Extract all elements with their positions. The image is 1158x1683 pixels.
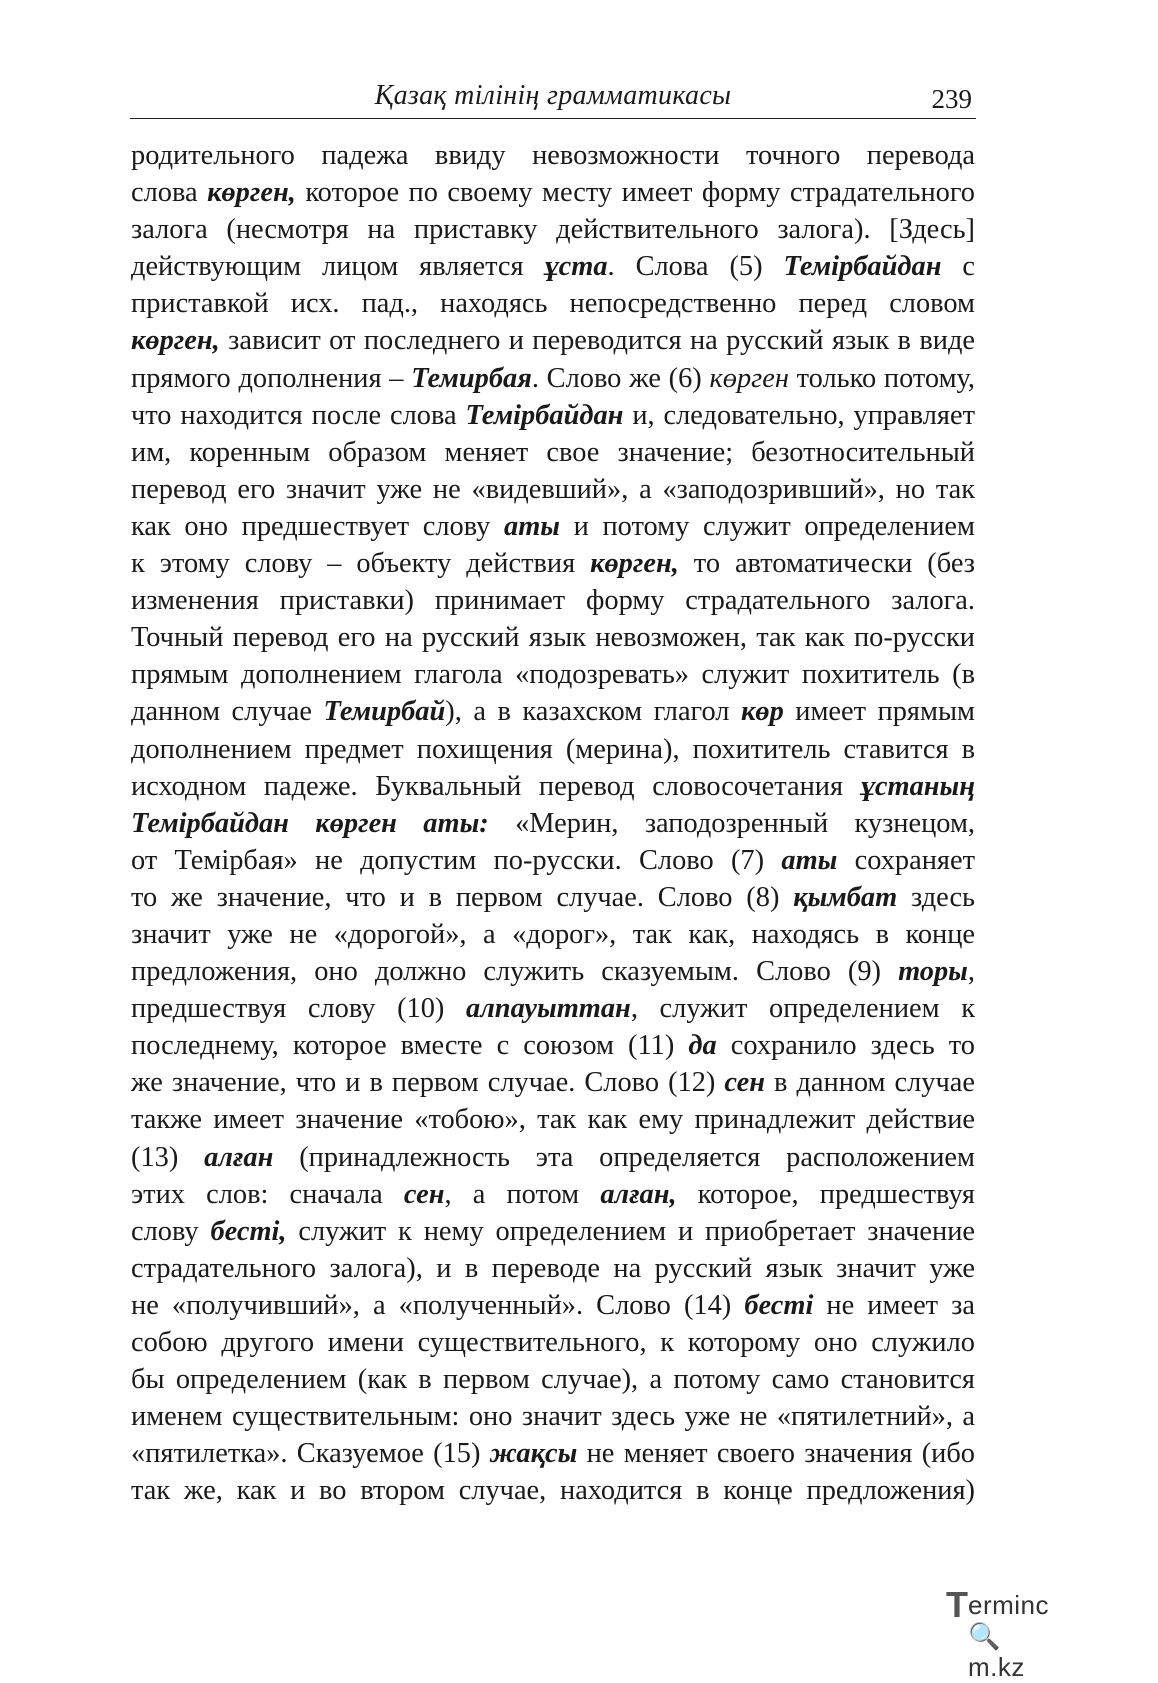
text-run: от Темірбая» не допустим по-русски. Слово (7) <box>131 844 782 876</box>
text-run: то автоматически (без <box>678 548 975 580</box>
text-line <box>131 731 975 768</box>
text-run: приставкой исх. пад., находясь непосредственно перед словом <box>131 288 975 320</box>
text-run: этих слов: сначала <box>131 1178 404 1210</box>
text-run: именем существительным: оно значит здесь уже не «пятилетний», а <box>131 1401 975 1433</box>
text-run: (принадлежность эта определяется расположением <box>273 1141 975 1173</box>
text-run: которое, предшествуя <box>676 1178 975 1210</box>
text-line <box>131 1064 975 1101</box>
kazakh-term: аты <box>781 844 838 876</box>
text-run: им, коренным образом меняет свое значение; безотносительный <box>131 436 975 468</box>
text-line <box>131 434 975 471</box>
text-line <box>131 916 975 953</box>
text-line <box>131 879 975 916</box>
text-line <box>131 471 975 508</box>
text-line <box>131 1139 975 1176</box>
text-line <box>131 322 975 359</box>
text-line <box>131 1361 975 1398</box>
text-run: не «получивший», а «полученный». Слово (14) <box>131 1289 745 1321</box>
kazakh-term: қымбат <box>793 881 898 913</box>
kazakh-term: алған, <box>600 1178 677 1210</box>
text-run: залога (несмотря на приставку действительного залога). [Здесь] <box>131 214 975 246</box>
kazakh-term: көрген, <box>131 325 220 357</box>
text-run: данном случае <box>131 696 324 728</box>
text-run: служит к нему определением и приобретает значение <box>286 1215 975 1247</box>
kazakh-term: да <box>688 1030 717 1062</box>
text-line <box>131 508 975 545</box>
text-run: что находится после слова <box>131 399 466 431</box>
text-run: прямого дополнения – <box>131 362 412 394</box>
text-run: Точный перевод его на русский язык невозможен, так как по-русски <box>131 622 975 654</box>
text-run: родительного падежа ввиду невозможности точного перевода <box>131 140 975 171</box>
text-line <box>131 248 975 285</box>
text-run: и, следовательно, управляет <box>623 399 975 431</box>
text-line <box>131 1176 975 1213</box>
kazakh-term: алған <box>204 1141 274 1173</box>
text-line <box>131 285 975 322</box>
text-run: (13) <box>131 1141 205 1173</box>
text-run: предложения, оно должно служить сказуемым. Слово (9) <box>131 956 899 988</box>
text-run: слова <box>131 177 208 209</box>
text-run: страдательного залога), и в переводе на русский язык значит уже <box>131 1252 975 1284</box>
text-line <box>131 545 975 582</box>
text-run: которое по своему месту имеет форму страдательного <box>295 177 975 209</box>
kazakh-term: Темірбайдан көрген аты: <box>131 807 489 839</box>
text-run: «пятилетка». Сказуемое (15) <box>131 1438 490 1470</box>
text-line <box>131 805 975 842</box>
text-run: дополнением предмет похищения (мерина), похититель ставится в <box>131 733 975 765</box>
text-line <box>131 360 975 397</box>
text-run: здесь <box>897 881 975 913</box>
kazakh-term: көрген, <box>207 177 296 209</box>
kazakh-term: көрген, <box>590 548 679 580</box>
kazakh-term: бесті, <box>210 1215 287 1247</box>
text-run: так же, как и во втором случае, находится в конце предложения) <box>131 1475 975 1507</box>
text-line <box>131 619 975 656</box>
text-run: бы определением (как в первом случае), а потому само становится <box>131 1364 975 1396</box>
text-run: . Слова (5) <box>607 251 784 283</box>
kazakh-term: аты <box>504 510 560 542</box>
watermark-letter: T <box>946 1584 968 1625</box>
text-line <box>131 693 975 730</box>
text-run: сохранило здесь то <box>716 1030 975 1062</box>
text-line <box>131 397 975 434</box>
text-run: и потому служит определением <box>559 510 975 542</box>
text-line <box>131 1250 975 1287</box>
text-run: значит уже не «дорогой», а «дорог», так как, находясь в конце <box>131 918 975 950</box>
text-line <box>131 656 975 693</box>
kazakh-term: торы <box>898 956 968 988</box>
text-run: исходном падеже. Буквальный перевод словосочетания <box>131 770 861 802</box>
italic-word: көрген <box>709 362 789 394</box>
kazakh-term: Темирбай <box>323 696 446 728</box>
text-run: зависит от последнего и переводится на русский язык в виде <box>219 325 975 357</box>
text-line <box>131 1472 975 1509</box>
text-run: только потому, <box>788 362 976 394</box>
text-run: сохраняет <box>837 844 975 876</box>
text-run: не имеет за <box>813 1289 975 1321</box>
watermark-text: erminc🔍m.kz <box>968 1590 1050 1682</box>
text-run: к этому слову – объекту действия <box>131 548 591 580</box>
text-run: последнему, которое вместе с союзом (11) <box>131 1030 689 1062</box>
text-run: с <box>941 251 976 283</box>
text-line <box>131 842 975 879</box>
text-run: ), а в казахском глагол <box>445 696 741 728</box>
kazakh-term: сен <box>403 1178 445 1210</box>
running-title: Қазақ тілінің грамматикасы <box>374 80 732 111</box>
text-line <box>131 1324 975 1361</box>
text-line <box>131 137 975 174</box>
kazakh-term: Темірбайдан <box>465 399 624 431</box>
text-line <box>131 582 975 619</box>
text-line <box>131 174 975 211</box>
text-run: в данном случае <box>765 1067 975 1099</box>
text-line <box>131 1213 975 1250</box>
kazakh-term: сен <box>724 1067 765 1099</box>
text-run: изменения приставки) принимает форму страдательного залога. <box>131 585 975 617</box>
text-run: также имеет значение «тобою», так как ему принадлежит действие <box>131 1104 975 1136</box>
text-line <box>131 1398 975 1435</box>
text-run: перевод его значит уже не «видевший», а «заподозривший», но так <box>131 473 975 505</box>
text-line <box>131 211 975 248</box>
text-run: , служит определением к <box>630 993 975 1025</box>
text-line <box>131 990 975 1027</box>
text-run: . Слово же (6) <box>531 362 710 394</box>
kazakh-term: Темірбайдан <box>783 251 942 283</box>
text-run: как оно предшествует слову <box>131 510 504 542</box>
text-run: не меняет своего значения (ибо <box>577 1438 976 1470</box>
kazakh-term: көр <box>740 696 784 728</box>
text-run: действующим лицом является <box>131 251 545 283</box>
text-run: , <box>967 956 975 988</box>
text-line <box>131 1101 975 1138</box>
text-run: то же значение, что и в первом случае. Слово (8) <box>131 881 794 913</box>
page-number: 239 <box>931 84 972 114</box>
body-text <box>131 137 975 1509</box>
text-run: прямым дополнением глагола «подозревать» служит похититель (в <box>131 659 975 691</box>
kazakh-term: алпауыттан <box>466 993 631 1025</box>
text-run: имеет прямым <box>783 696 975 728</box>
running-header <box>130 78 976 119</box>
text-run: же значение, что и в первом случае. Слово (12) <box>131 1067 725 1099</box>
kazakh-term: ұста <box>544 251 608 283</box>
text-line <box>131 1287 975 1324</box>
kazakh-term: бесті <box>744 1289 814 1321</box>
kazakh-term: ұстаның <box>860 770 975 802</box>
text-run: собою другого имени существительного, к которому оно служило <box>131 1327 975 1358</box>
text-line <box>131 953 975 990</box>
kazakh-term: жақсы <box>489 1438 578 1470</box>
text-run: слову <box>131 1215 211 1247</box>
text-run: , а потом <box>444 1178 601 1210</box>
text-line <box>131 768 975 805</box>
text-line <box>131 1027 975 1064</box>
text-run: «Мерин, заподозренный кузнецом, <box>488 807 976 839</box>
text-line <box>131 1435 975 1472</box>
kazakh-term: Темирбая <box>411 362 532 394</box>
text-run: предшествуя слову (10) <box>131 993 467 1025</box>
